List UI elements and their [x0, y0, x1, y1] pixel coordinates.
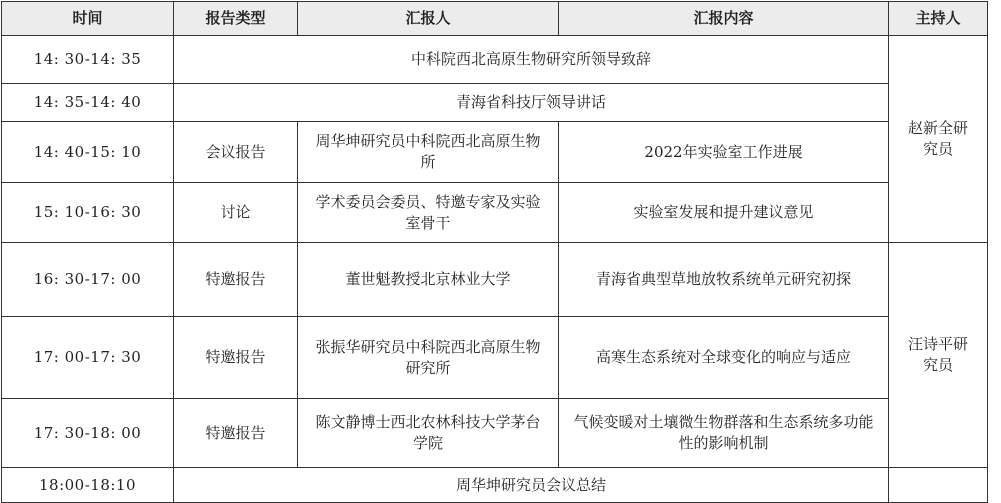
type-cell: 特邀报告 [174, 317, 298, 399]
host-cell: 汪诗平研究员 [889, 243, 988, 468]
content-cell: 高寒生态系统对全球变化的响应与适应 [559, 317, 889, 399]
table-row [2, 183, 988, 243]
type-cell: 会议报告 [174, 122, 298, 183]
table-row [2, 243, 988, 317]
header-host: 主持人 [889, 2, 988, 36]
table-row [2, 84, 988, 122]
table-row [2, 122, 988, 183]
merged-cell: 周华坤研究员会议总结 [174, 468, 889, 503]
time-cell: 14: 35-14: 40 [2, 84, 174, 122]
content-cell: 气候变暖对土壤微生物群落和生态系统多功能性的影响机制 [559, 399, 889, 468]
merged-cell: 青海省科技厅领导讲话 [174, 84, 889, 122]
merged-cell: 中科院西北高原生物研究所领导致辞 [174, 36, 889, 84]
time-cell: 18:00-18:10 [2, 468, 174, 503]
reporter-cell: 陈文静博士西北农林科技大学茅台学院 [298, 399, 559, 468]
table-row [2, 36, 988, 84]
reporter-cell: 张振华研究员中科院西北高原生物研究所 [298, 317, 559, 399]
type-cell: 讨论 [174, 183, 298, 243]
type-cell: 特邀报告 [174, 399, 298, 468]
host-cell-empty [889, 468, 988, 503]
header-reporter: 汇报人 [298, 2, 559, 36]
content-cell: 2022年实验室工作进展 [559, 122, 889, 183]
time-cell: 17: 30-18: 00 [2, 399, 174, 468]
time-cell: 15: 10-16: 30 [2, 183, 174, 243]
time-cell: 17: 00-17: 30 [2, 317, 174, 399]
reporter-cell: 周华坤研究员中科院西北高原生物所 [298, 122, 559, 183]
agenda-table [1, 1, 988, 503]
time-cell: 14: 30-14: 35 [2, 36, 174, 84]
header-row [2, 2, 988, 36]
table-row [2, 468, 988, 503]
content-cell: 青海省典型草地放牧系统单元研究初探 [559, 243, 889, 317]
time-cell: 14: 40-15: 10 [2, 122, 174, 183]
header-content: 汇报内容 [559, 2, 889, 36]
header-time: 时间 [2, 2, 174, 36]
reporter-cell: 董世魁教授北京林业大学 [298, 243, 559, 317]
time-cell: 16: 30-17: 00 [2, 243, 174, 317]
type-cell: 特邀报告 [174, 243, 298, 317]
table-row [2, 399, 988, 468]
host-cell: 赵新全研究员 [889, 36, 988, 243]
header-type: 报告类型 [174, 2, 298, 36]
content-cell: 实验室发展和提升建议意见 [559, 183, 889, 243]
table-row [2, 317, 988, 399]
reporter-cell: 学术委员会委员、特邀专家及实验室骨干 [298, 183, 559, 243]
